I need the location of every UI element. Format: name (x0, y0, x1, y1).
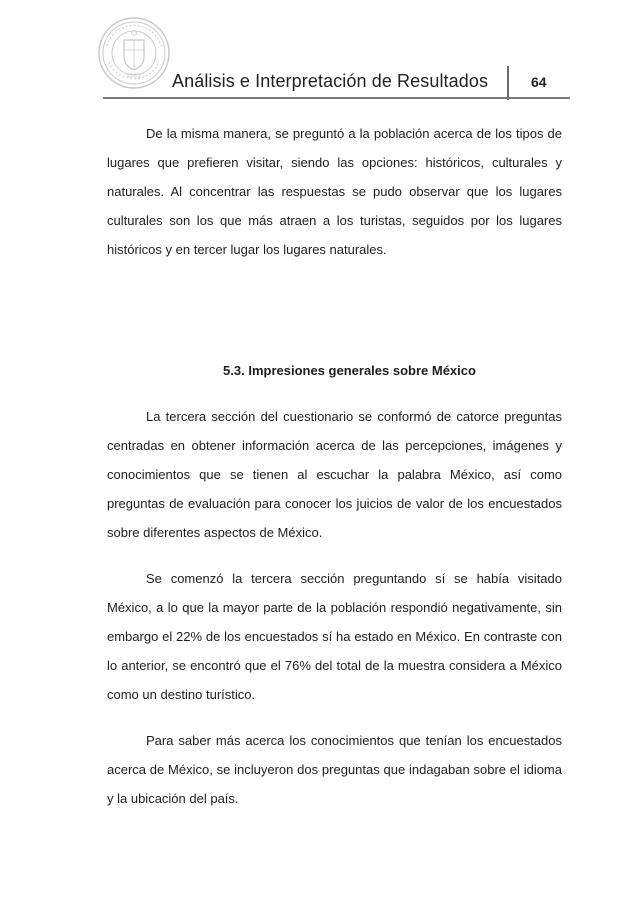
page-number: 64 (531, 74, 547, 90)
section-heading: 5.3. Impresiones generales sobre México (223, 363, 476, 378)
paragraph-place-preferences: De la misma manera, se preguntó a la población acerca de los tipos de lugares que prefieren visitar, siendo las opciones: históricos, culturales y naturales. Al concentrar las respuestas se pudo observar que los lugares culturales son los que más atraen a los turistas, seguidos por los lugares históricos y en tercer lugar los lugares naturales. (107, 126, 562, 257)
document-body (107, 119, 562, 813)
paragraph-visits: Se comenzó la tercera sección preguntando sí se había visitado México, a lo que la mayor parte de la población respondió negativamente, sin embargo el 22% de los encuestados sí ha estado en México. En contraste con lo anterior, se encontró que el 76% del total de la muestra considera a México como un destino turístico. (107, 571, 562, 702)
header-rule (103, 97, 570, 99)
paragraph-knowledge: Para saber más acerca los conocimientos que tenían los encuestados acerca de México, se incluyeron dos preguntas que indagaban sobre el idioma y la ubicación del país. (107, 733, 562, 806)
university-seal-icon (97, 16, 171, 90)
header-divider (507, 66, 509, 100)
page-header-title: Análisis e Interpretación de Resultados (172, 71, 489, 91)
paragraph-third-section: La tercera sección del cuestionario se conformó de catorce preguntas centradas en obtener información acerca de las percepciones, imágenes y conocimientos que se tienen al escuchar la palabra México, así como preguntas de evaluación para conocer los juicios de valor de los encuestados sobre diferentes aspectos de México. (107, 409, 562, 540)
